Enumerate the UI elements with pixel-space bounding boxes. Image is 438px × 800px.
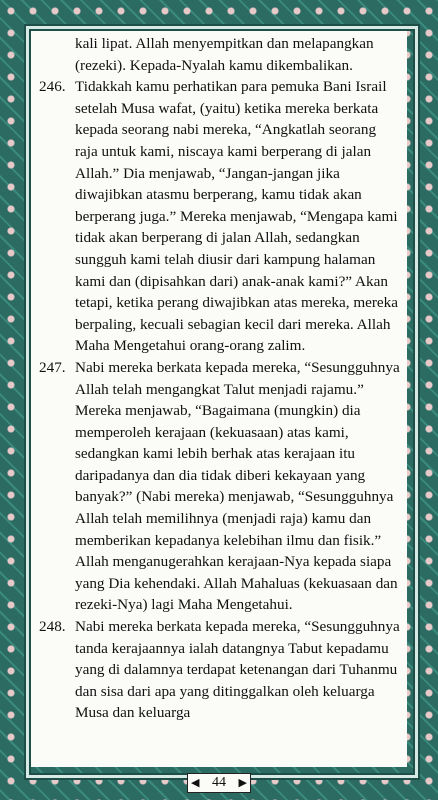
next-page-icon[interactable]: ▶: [238, 776, 247, 789]
verse-247: [39, 357, 401, 616]
page-area: [31, 31, 407, 767]
page-number: 44: [212, 775, 226, 790]
verse-text: Tidakkah kamu perhatikan para pemuka Bani Israil setelah Musa wafat, (yaitu) ketika mereka berkata kepada seorang nabi mereka, “Angkatlah seorang raja untuk kami, niscaya kami berperang di jalan Allah.” Dia menjawab, “Jangan-jangan jika diwajibkan atasmu berperang, kamu tidak akan berperang juga.” Mereka menjawab, “Mengapa kami tidak akan berperang di jalan Allah, sedangkan sungguh kami telah diusir dari kampung halaman kami dan (dipisahkan dari) anak-anak kami?” Akan tetapi, ketika perang diwajibkan atas mereka, mereka berpaling, kecuali sebagian kecil dari mereka. Allah Maha Mengetahui orang-orang zalim.: [75, 78, 399, 355]
verse-text: Nabi mereka berkata kepada mereka, “Sesungguhnya tanda kerajaannya ialah datangnya Tabut kepadamu yang di dalamnya terdapat ketenangan dari Tuhanmu dan sisa dari apa yang ditinggalkan oleh keluarga Musa dan keluarga: [75, 618, 400, 722]
verse-text: Nabi mereka berkata kepada mereka, “Sesungguhnya Allah telah mengangkat Talut menjadi rajamu.” Mereka menjawab, “Bagaimana (mungkin) dia memperoleh kerajaan (kekuasaan) atas kami, sedangkan kami lebih berhak atas kerajaan itu daripadanya dan dia tidak diberi kekayaan yang banyak?” (Nabi mereka) menjawab, “Sesungguhnya Allah telah memilihnya (menjadi raja) kamu dan memberikan kepadanya kelebihan ilmu dan fisik.” Allah menganugerahkan kerajaan-Nya kepada siapa yang Dia kehendaki. Allah Mahaluas (kekuasaan dan rezeki-Nya) lagi Maha Mengetahui.: [75, 358, 400, 614]
verse-number: 247.: [39, 358, 66, 376]
page-text: [39, 33, 401, 724]
verse-number: 248.: [39, 618, 66, 636]
verse-248: [39, 616, 401, 724]
verse-number: 246.: [39, 78, 66, 96]
verse-246: [39, 76, 401, 357]
continuation-text: kali lipat. Allah menyempitkan dan melapangkan (rezeki). Kepada-Nyalah kamu dikembalikan.: [75, 35, 374, 74]
previous-page-icon[interactable]: ◀: [191, 776, 200, 789]
page-navigator: [187, 773, 251, 793]
